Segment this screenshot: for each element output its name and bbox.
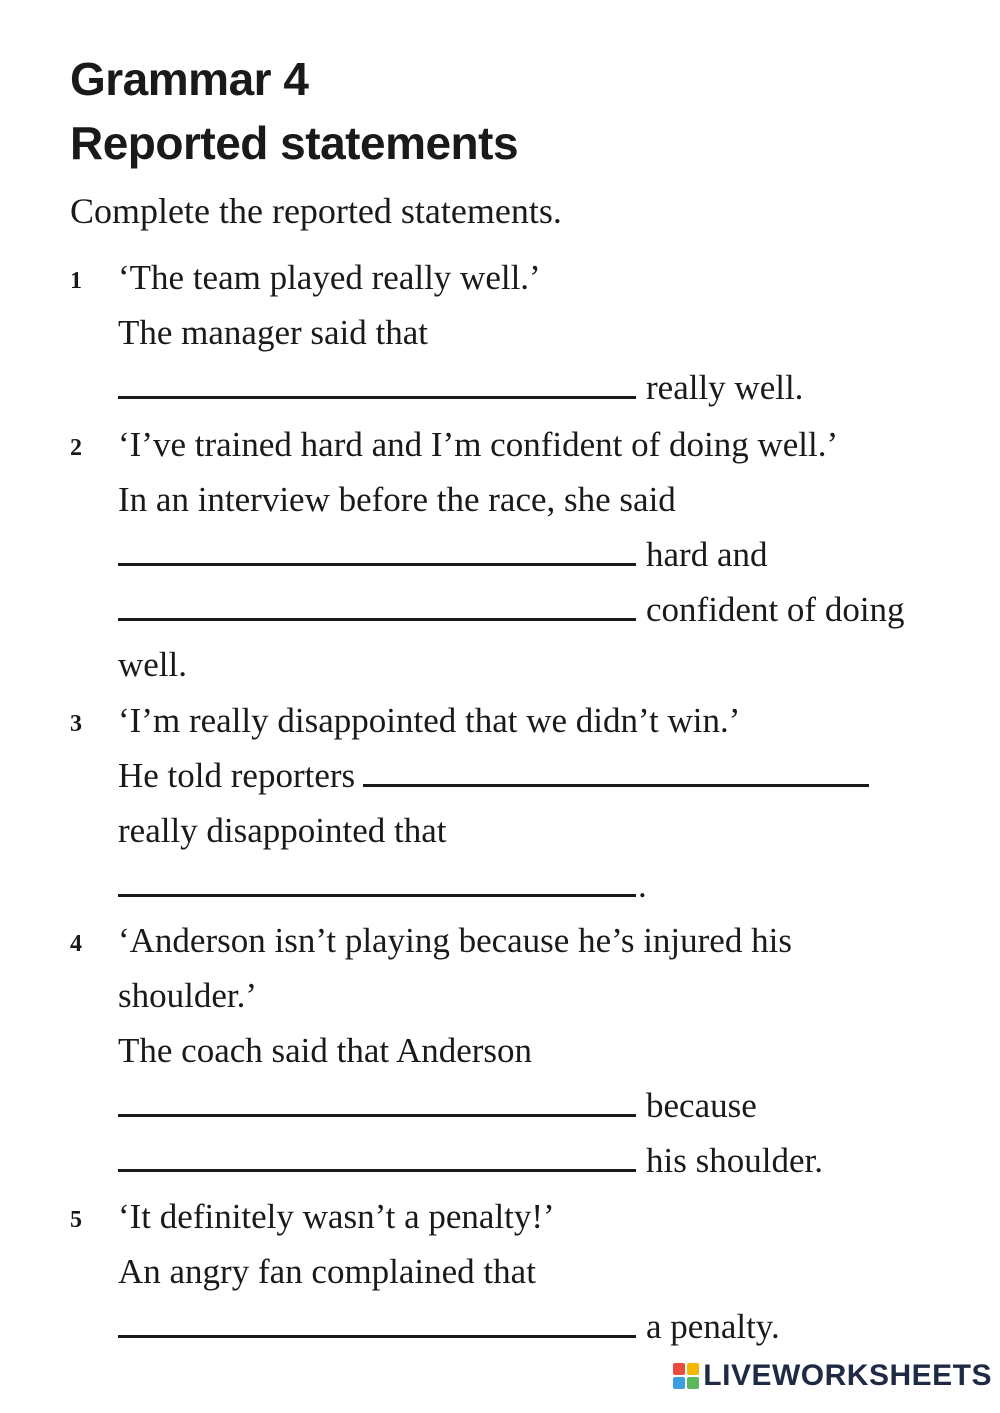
answer-blank-3a[interactable] bbox=[363, 760, 869, 787]
item-2-tail: well. bbox=[118, 645, 188, 684]
item-1-answer-line bbox=[118, 368, 803, 408]
item-2-answer-line-2 bbox=[118, 590, 905, 630]
answer-blank-2b[interactable] bbox=[118, 594, 636, 621]
item-2-after-blank-2: confident of doing bbox=[646, 590, 905, 629]
item-1-quote: ‘The team played really well.’ bbox=[118, 258, 541, 297]
item-number-4: 4 bbox=[70, 931, 82, 957]
instruction-text: Complete the reported statements. bbox=[70, 191, 562, 231]
item-3-lead: He told reporters bbox=[118, 756, 356, 795]
item-3-middle: really disappointed that bbox=[118, 811, 447, 850]
logo-square-blue bbox=[673, 1377, 685, 1389]
item-number-3: 3 bbox=[70, 711, 82, 737]
item-3-end-punct: . bbox=[638, 866, 647, 905]
logo-text: LIVEWORKSHEETS bbox=[703, 1359, 992, 1392]
item-4-after-blank-2: his shoulder. bbox=[646, 1141, 823, 1180]
answer-blank-2a[interactable] bbox=[118, 539, 636, 566]
answer-blank-1a[interactable] bbox=[118, 372, 636, 399]
item-4-lead: The coach said that Anderson bbox=[118, 1031, 533, 1070]
item-5-after-blank: a penalty. bbox=[646, 1307, 780, 1346]
item-1-after-blank: really well. bbox=[646, 368, 804, 407]
item-3-answer-line-2 bbox=[118, 866, 647, 906]
item-4-quote-line-2: shoulder.’ bbox=[118, 976, 258, 1015]
item-number-2: 2 bbox=[70, 435, 82, 461]
logo-mark-icon bbox=[673, 1363, 699, 1389]
item-4-quote-line-1: ‘Anderson isn’t playing because he’s injured his bbox=[118, 921, 792, 960]
item-4-answer-line-1 bbox=[118, 1086, 757, 1126]
item-1-lead: The manager said that bbox=[118, 313, 429, 352]
item-3-quote: ‘I’m really disappointed that we didn’t win.’ bbox=[118, 701, 741, 740]
liveworksheets-logo bbox=[673, 1359, 992, 1393]
item-5-quote: ‘It definitely wasn’t a penalty!’ bbox=[118, 1197, 555, 1236]
item-2-lead: In an interview before the race, she said bbox=[118, 480, 676, 519]
item-number-5: 5 bbox=[70, 1207, 82, 1233]
answer-blank-4b[interactable] bbox=[118, 1145, 636, 1172]
answer-blank-5a[interactable] bbox=[118, 1311, 636, 1338]
item-5-lead: An angry fan complained that bbox=[118, 1252, 536, 1291]
item-2-after-blank-1: hard and bbox=[646, 535, 768, 574]
logo-square-yellow bbox=[687, 1363, 699, 1375]
item-3-answer-line-1 bbox=[118, 756, 869, 796]
item-4-answer-line-2 bbox=[118, 1141, 823, 1181]
item-2-quote: ‘I’ve trained hard and I’m confident of doing well.’ bbox=[118, 425, 839, 464]
logo-square-green bbox=[687, 1377, 699, 1389]
answer-blank-3b[interactable] bbox=[118, 870, 636, 897]
item-2-answer-line-1 bbox=[118, 535, 767, 575]
worksheet-title: Grammar 4 bbox=[70, 53, 309, 105]
item-5-answer-line bbox=[118, 1307, 780, 1347]
item-4-after-blank-1: because bbox=[646, 1086, 757, 1125]
worksheet-subtitle: Reported statements bbox=[70, 117, 519, 169]
logo-square-red bbox=[673, 1363, 685, 1375]
item-number-1: 1 bbox=[70, 268, 82, 294]
answer-blank-4a[interactable] bbox=[118, 1090, 636, 1117]
